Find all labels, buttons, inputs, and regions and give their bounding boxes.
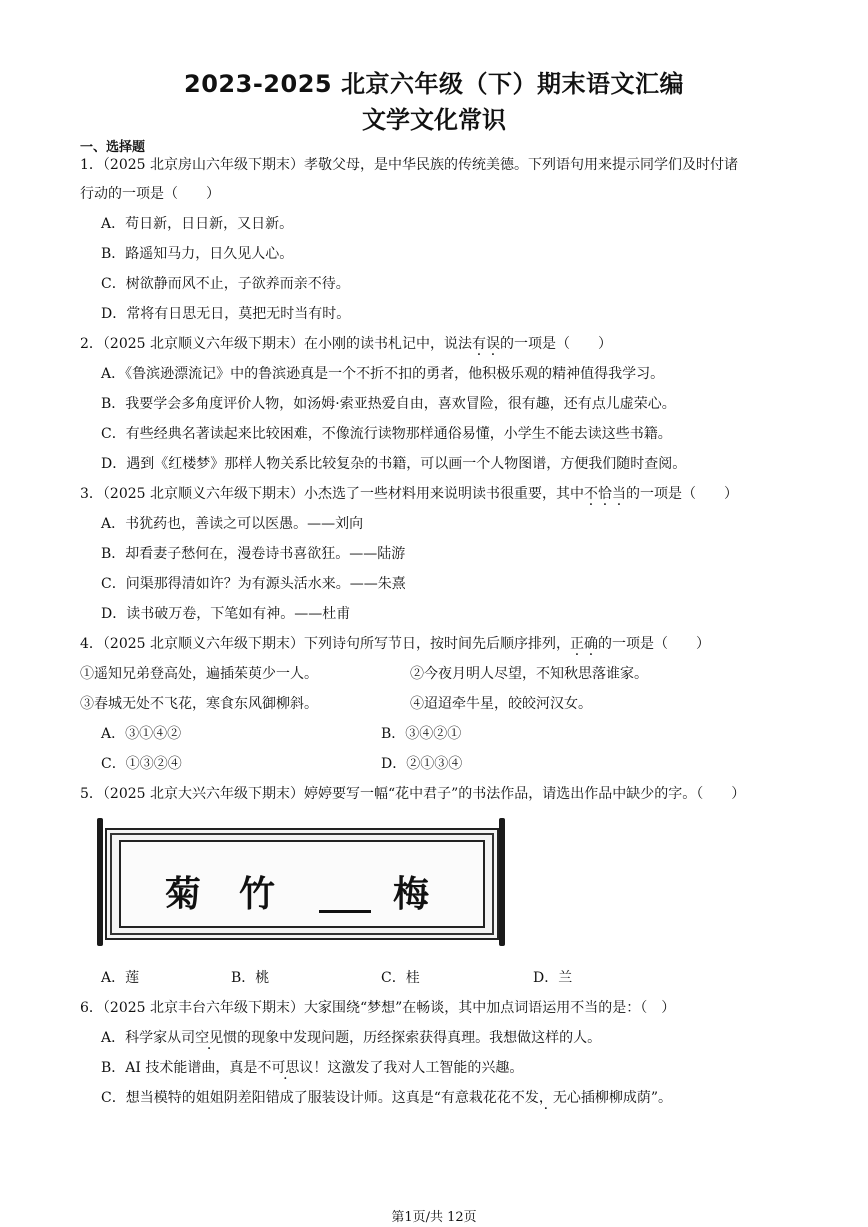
question-2-option-b: B．我要学会多角度评价人物，如汤姆·索亚热爱自由，喜欢冒险，很有趣，还有点儿虚荣心。 (101, 396, 676, 412)
emphasis-dot-char: 误 (486, 336, 500, 352)
question-3-stem (80, 484, 738, 504)
question-6-stem: 6．（2025 北京丰台六年级下期末）大家围绕“梦想”在畅谈，其中加点词语运用不当的是：（ ） (80, 1000, 676, 1016)
question-4-poem-3: ③春城无处不飞花，寒食东风御柳斜。 (80, 696, 318, 712)
question-1-option-a: A．苟日新，日日新，又日新。 (101, 216, 294, 232)
question-1-option-c: C．树欲静而风不止，子欲养而亲不待。 (101, 276, 350, 292)
question-3-option-c: C．问渠那得清如许？为有源头活水来。——朱熹 (101, 576, 406, 592)
document-title: 2023-2025 北京六年级（下）期末语文汇编 (184, 70, 684, 98)
question-2-option-c: C．有些经典名著读起来比较困难，不像流行读物那样通俗易懂，小学生不能去读这些书籍。 (101, 426, 672, 442)
calligraphy-char-1: 菊 (165, 873, 202, 915)
question-4-option-b: B．③④②① (381, 726, 462, 742)
question-4-option-a: A．③①④② (101, 726, 182, 742)
question-5-option-b: B．桃 (231, 970, 270, 986)
option-b-text: B．AI 技术能谱曲，真是 (101, 1060, 258, 1076)
question-3-option-d: D．读书破万卷，下笔如有神。——杜甫 (101, 606, 351, 622)
option-c-text: C．想当模特的姐姐阴差阳错成了服装设计师。这真是“ (101, 1090, 441, 1106)
scroll-inner-frame (119, 840, 485, 928)
question-3-option-b: B．却看妻子愁何在，漫卷诗书喜欲狂。——陆游 (101, 546, 406, 562)
question-6-option-b (101, 1058, 523, 1078)
calligraphy-blank (319, 910, 371, 913)
emphasis-dot-char: 恰 (597, 486, 612, 502)
emphasis-dot-phrase: 不可思议 (257, 1060, 314, 1076)
question-1-stem: 1．（2025 北京房山六年级下期末）孝敬父母，是中华民族的传统美德。下列语句用来提示同学们及时付诸 (80, 157, 738, 173)
question-4-poem-1: ①遥知兄弟登高处，遍插茱萸少一人。 (80, 666, 318, 682)
emphasis-dot-phrase: 司空见惯 (181, 1030, 238, 1046)
question-5-option-a: A．莲 (101, 970, 140, 986)
question-1-stem-cont: 行动的一项是（ ） (80, 186, 220, 202)
emphasis-dot-phrase: 有意栽花花不发，无心插柳柳成荫 · (441, 1090, 651, 1106)
question-4-stem (80, 634, 710, 654)
question-2-option-d: D．遇到《红楼梦》那样人物关系比较复杂的书籍，可以画一个人物图谱，方便我们随时查阅。 (101, 456, 687, 472)
option-a-tail: 的现象中发现问题，历经探索获得真理。我想做这样的人。 (237, 1030, 602, 1046)
calligraphy-char-2: 竹 (239, 873, 276, 915)
question-3-stem-tail: 的一项是（ ） (625, 486, 738, 502)
question-5-option-c: C．桂 (381, 970, 420, 986)
option-a-text: A．科学家从 (101, 1030, 182, 1046)
question-1-option-d: D．常将有日思无日，莫把无时当有时。 (101, 306, 351, 322)
question-2-stem (80, 334, 612, 354)
section-heading: 一、选择题 (80, 140, 146, 155)
question-2-stem-text: 2．（2025 北京顺义六年级下期末）在小刚的读书札记中，说法 (80, 336, 472, 352)
option-c-tail: ”。 (650, 1090, 673, 1106)
question-4-stem-tail: 的一项是（ ） (597, 636, 710, 652)
calligraphy-scroll-image (97, 818, 505, 948)
calligraphy-char-4: 梅 (393, 873, 430, 915)
question-4-poem-4: ④迢迢牵牛星，皎皎河汉女。 (410, 696, 592, 712)
emphasis-dot-char: 当 (611, 486, 626, 502)
question-2-option-a: A．《鲁滨逊漂流记》中的鲁滨逊真是一个不折不扣的勇者，他积极乐观的精神值得我学习。 (101, 366, 665, 382)
document-subtitle: 文学文化常识 (362, 106, 506, 134)
page-footer: 第1页/共 12页 (391, 1210, 477, 1225)
question-5-stem: 5．（2025 北京大兴六年级下期末）婷婷要写一幅“花中君子”的书法作品，请选出作品中缺少的字。（ ） (80, 786, 746, 802)
question-6-option-a (101, 1028, 601, 1048)
emphasis-dot-char: 确 (583, 636, 598, 652)
question-6-option-c (101, 1088, 672, 1108)
question-4-option-d: D．②①③④ (381, 756, 463, 772)
question-4-stem-text: 4．（2025 北京顺义六年级下期末）下列诗句所写节日，按时间先后顺序排列， (80, 636, 570, 652)
question-1-option-b: B．路遥知马力，日久见人心。 (101, 246, 294, 262)
emphasis-dot-char: 不 (583, 486, 598, 502)
scroll-board (105, 828, 499, 940)
emphasis-dot-char: 正 (569, 636, 584, 652)
question-4-option-c: C．①③②④ (101, 756, 182, 772)
scroll-rod-right (499, 818, 505, 946)
question-3-option-a: A．书犹药也，善读之可以医愚。——刘向 (101, 516, 364, 532)
scroll-rod-left (97, 818, 103, 946)
option-b-tail: ！这激发了我对人工智能的兴趣。 (313, 1060, 524, 1076)
question-4-poem-2: ②今夜月明人尽望，不知秋思落谁家。 (410, 666, 648, 682)
question-3-stem-text: 3．（2025 北京顺义六年级下期末）小杰选了一些材料用来说明读书很重要，其中 (80, 486, 584, 502)
emphasis-dot-char: 有 (472, 336, 486, 352)
question-2-stem-tail: 的一项是（ ） (500, 336, 612, 352)
question-5-option-d: D．兰 (533, 970, 573, 986)
